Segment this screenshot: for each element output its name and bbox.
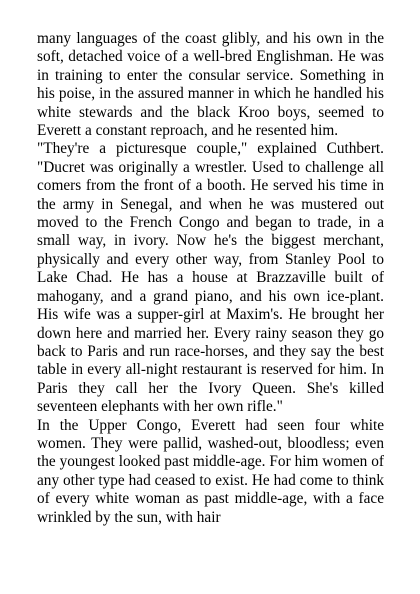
paragraph-3: In the Upper Congo, Everett had seen four white women. They were pallid, washed-out, bloodless; even the youngest looked past middle-age. For him women of any other type had ceased to exist. He had come to think of every white woman as past middle-age, with a face wrinkled by the sun, with hair [37,416,384,526]
book-page [37,30,384,584]
paragraph-1: many languages of the coast glibly, and his own in the soft, detached voice of a well-bred Englishman. He was in training to enter the consular service. Something in his poise, in the assured manner in which he handled his white stewards and the black Kroo boys, seemed to Everett a constant reproach, and he resented him. [37,30,384,140]
paragraph-2: "They're a picturesque couple," explained Cuthbert. "Ducret was originally a wrestler. Used to challenge all comers from the front of a booth. He served his time in the army in Senegal, and when he was mustered out moved to the French Congo and began to trade, in a small way, in ivory. Now he's the biggest merchant, physically and every other way, from Stanley Pool to Lake Chad. He has a house at Brazzaville built of mahogany, and a grand piano, and his own ice-plant. His wife was a supper-girl at Maxim's. He brought her down here and married her. Every rainy season they go back to Paris and run race-horses, and they say the best table in every all-night restaurant is reserved for him. In Paris they call her the Ivory Queen. She's killed seventeen elephants with her own rifle." [37,140,384,416]
